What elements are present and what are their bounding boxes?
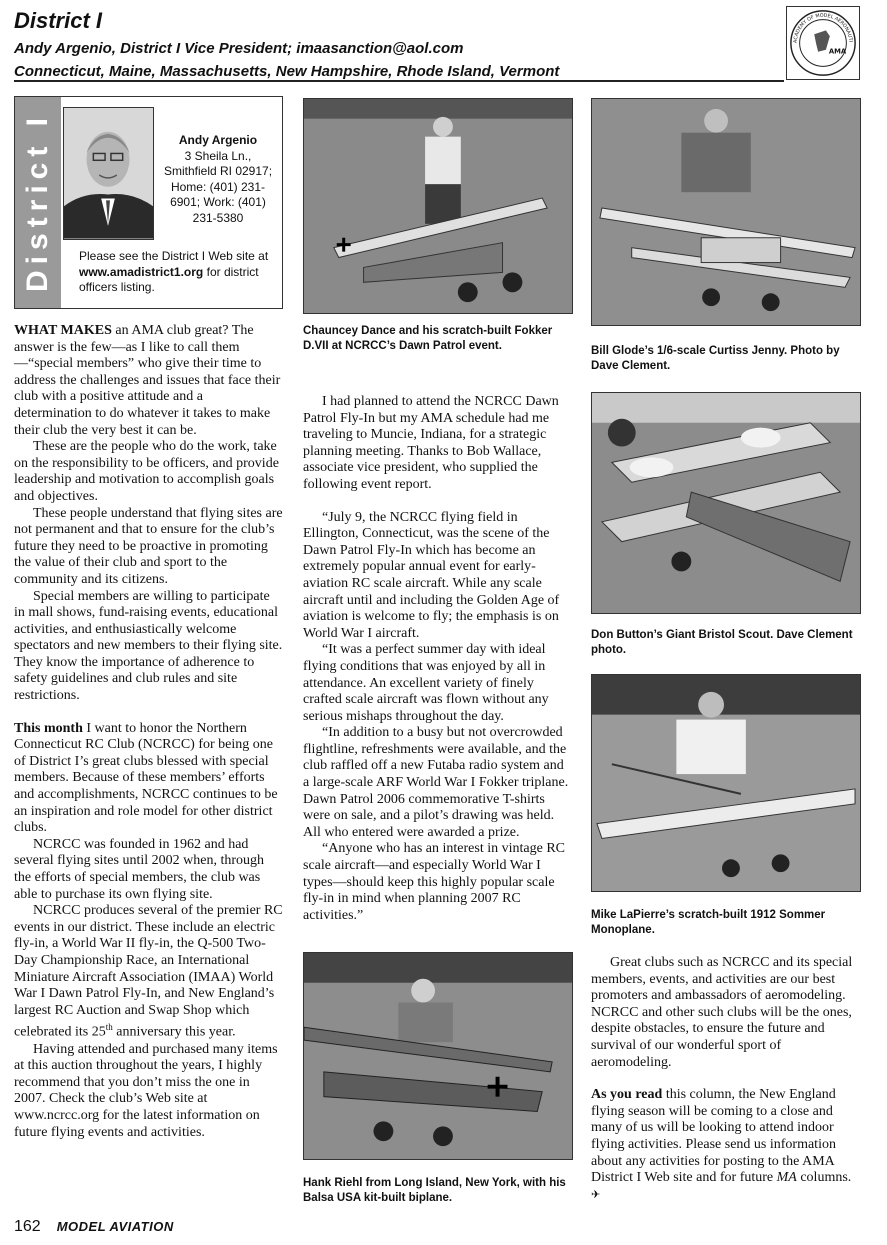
photo-sommer-monoplane xyxy=(591,674,861,892)
paragraph: As you read this column, the New England flying season will be coming to a close and many of us will be looking to attend indoor flying activities. Please send us information about any activities for posting to the AMA District I Web site and for future MA columns. ✈ xyxy=(591,1087,852,1201)
caption-hank: Hank Riehl from Long Island, New York, with his Balsa USA kit-built biplane. xyxy=(303,1177,566,1204)
page-title: District I xyxy=(14,8,103,33)
caption-bristol: Don Button’s Giant Bristol Scout. Dave Clement photo. xyxy=(591,629,853,656)
photo-hank-riehl-biplane xyxy=(303,952,573,1160)
article-column-1 xyxy=(14,323,284,1141)
paragraph: “In addition to a busy but not overcrowded flightline, refreshments were available, and the club raffled off a new Futaba radio system and a large-scale ARF World War I Fokker triplane. Dawn Patrol 2006 commemorative T-shirts were on sale, and a pilot’s drawing was held. All who entered were awarded a prize. xyxy=(303,725,569,840)
caption-fokker: Chauncey Dance and his scratch-built Fokker D.VII at NCRCC’s Dawn Patrol event. xyxy=(303,325,553,352)
contact-phones: Home: (401) 231-6901; Work: (401) 231-5380 xyxy=(170,179,266,225)
vp-byline: Andy Argenio, District I Vice President; imaasanction@aol.com xyxy=(14,40,464,57)
paragraph: “July 9, the NCRCC flying field in Ellington, Connecticut, was the scene of the Dawn Patrol Fly-In which has become an extremely popular annual event for early-aviation RC scale aircraft. While any scale aircraft until and including the Golden Age of aviation is welcome to fly; the emphasis is on World War I aircraft. xyxy=(303,509,560,641)
district-sidebar-label: District I xyxy=(21,111,54,293)
contact-address-2: Smithfield RI 02917; xyxy=(163,164,273,178)
paragraph: These people understand that flying sites are not permanent and that to ensure for the club’s future they need to be proactive in promoting the value of their club and sport to the community and its citizens. xyxy=(14,505,283,587)
district-website-link[interactable]: www.amadistrict1.org xyxy=(79,264,204,279)
photo-bristol-scout xyxy=(591,392,861,614)
caption-sommer: Mike LaPierre’s scratch-built 1912 Sommer Monoplane. xyxy=(591,909,826,936)
paragraph: WHAT MAKES an AMA club great? The answer is the few—as I like to call them—“special members” who give their time to address the challenges and issues that face their club with a positive attitude and a determination to do whatever it takes to make their club the very best it can be. xyxy=(14,323,281,438)
ama-district-seal xyxy=(786,6,860,80)
contact-address-1: 3 Sheila Ln., xyxy=(184,148,252,163)
paragraph: This month I want to honor the Northern Connecticut RC Club (NCRCC) for being one of District I’s great clubs blessed with special members. Because of these members’ efforts and accomplishments, NCRCC continues to be an inspiration and role model for other district clubs. xyxy=(14,720,278,836)
paragraph: Special members are willing to participate in mall shows, fund-raising events, educational activities, and enthusiastically welcome spectators and new members to their flying site. They know the importance of adherence to safety guidelines and club rules and site restrictions. xyxy=(14,588,283,704)
article-column-2 xyxy=(303,394,573,924)
magazine-name: MODEL AVIATION xyxy=(56,1219,174,1234)
paragraph: NCRCC was founded in 1962 and had several flying sites until 2002 when, through the efforts of special members, the club was able to purchase its own flying site. xyxy=(14,836,265,902)
contact-name: Andy Argenio xyxy=(178,133,258,147)
ama-end-mark-icon: ✈ xyxy=(591,1188,601,1201)
vp-portrait xyxy=(63,107,154,240)
header-rule xyxy=(14,80,784,82)
website-note: Please see the District I Web site at www.amadistrict1.org for district officers listing. xyxy=(79,249,269,294)
states-list: Connecticut, Maine, Massachusetts, New Hampshire, Rhode Island, Vermont xyxy=(14,63,560,80)
seal-ring-text: ACADEMY OF MODEL AERONAUTI xyxy=(792,12,854,44)
paragraph: I had planned to attend the NCRCC Dawn Patrol Fly-In but my AMA schedule had me traveling to Muncie, Indiana, for a strategic planning meeting. Thanks to Bob Wallace, associate vice president, who supplied the following event report. xyxy=(303,394,559,492)
page-footer xyxy=(14,1218,174,1236)
page-number: 162 xyxy=(14,1218,41,1235)
contact-box xyxy=(14,96,283,309)
photo-curtiss-jenny xyxy=(591,98,861,326)
paragraph: These are the people who do the work, take on the responsibility to be officers, and provide leadership and motivation to accomplish goals and objectives. xyxy=(14,439,279,504)
article-column-3 xyxy=(591,955,861,1203)
paragraph: NCRCC produces several of the premier RC events in our district. These include an electric fly-in, a World War II fly-in, the Q-500 Two-Day Championship Race, an International Miniature Aircraft Association (IMAA) World War I Dawn Patrol Fly-In, and New England’s largest RC Auction and Swap Shop which celebrated its 25th anniversary this year. xyxy=(14,903,283,1040)
paragraph: “Anyone who has an interest in vintage RC scale aircraft—and especially World War I types—should keep this highly popular scale fly-in in mind when planning 2007 RC activities.” xyxy=(303,841,566,923)
paragraph: Great clubs such as NCRCC and its special members, events, and activities are our best promoters and ambassadors of aeromodeling. NCRCC and other such clubs will be the ones, despite obstacles, to ensure the future and survival of our wonderful sport of aeromodeling. xyxy=(591,955,853,1070)
caption-jenny: Bill Glode’s 1/6-scale Curtiss Jenny. Photo by Dave Clement. xyxy=(591,345,840,372)
seal-center-text: AMA xyxy=(828,47,847,56)
paragraph: “It was a perfect summer day with ideal flying conditions that was enjoyed by all in attendance. An excellent variety of finely crafted scale aircraft was flown without any serious mishaps throughout the day. xyxy=(303,642,549,724)
paragraph: Having attended and purchased many items at this auction throughout the years, I highly recommend that you don’t miss the one in 2007. Check the club’s Web site at www.ncrcc.org for the latest information on future flying events and activities. xyxy=(14,1041,278,1140)
contact-info xyxy=(158,133,278,226)
photo-fokker-dvii xyxy=(303,98,573,314)
district-sidebar xyxy=(15,97,61,308)
